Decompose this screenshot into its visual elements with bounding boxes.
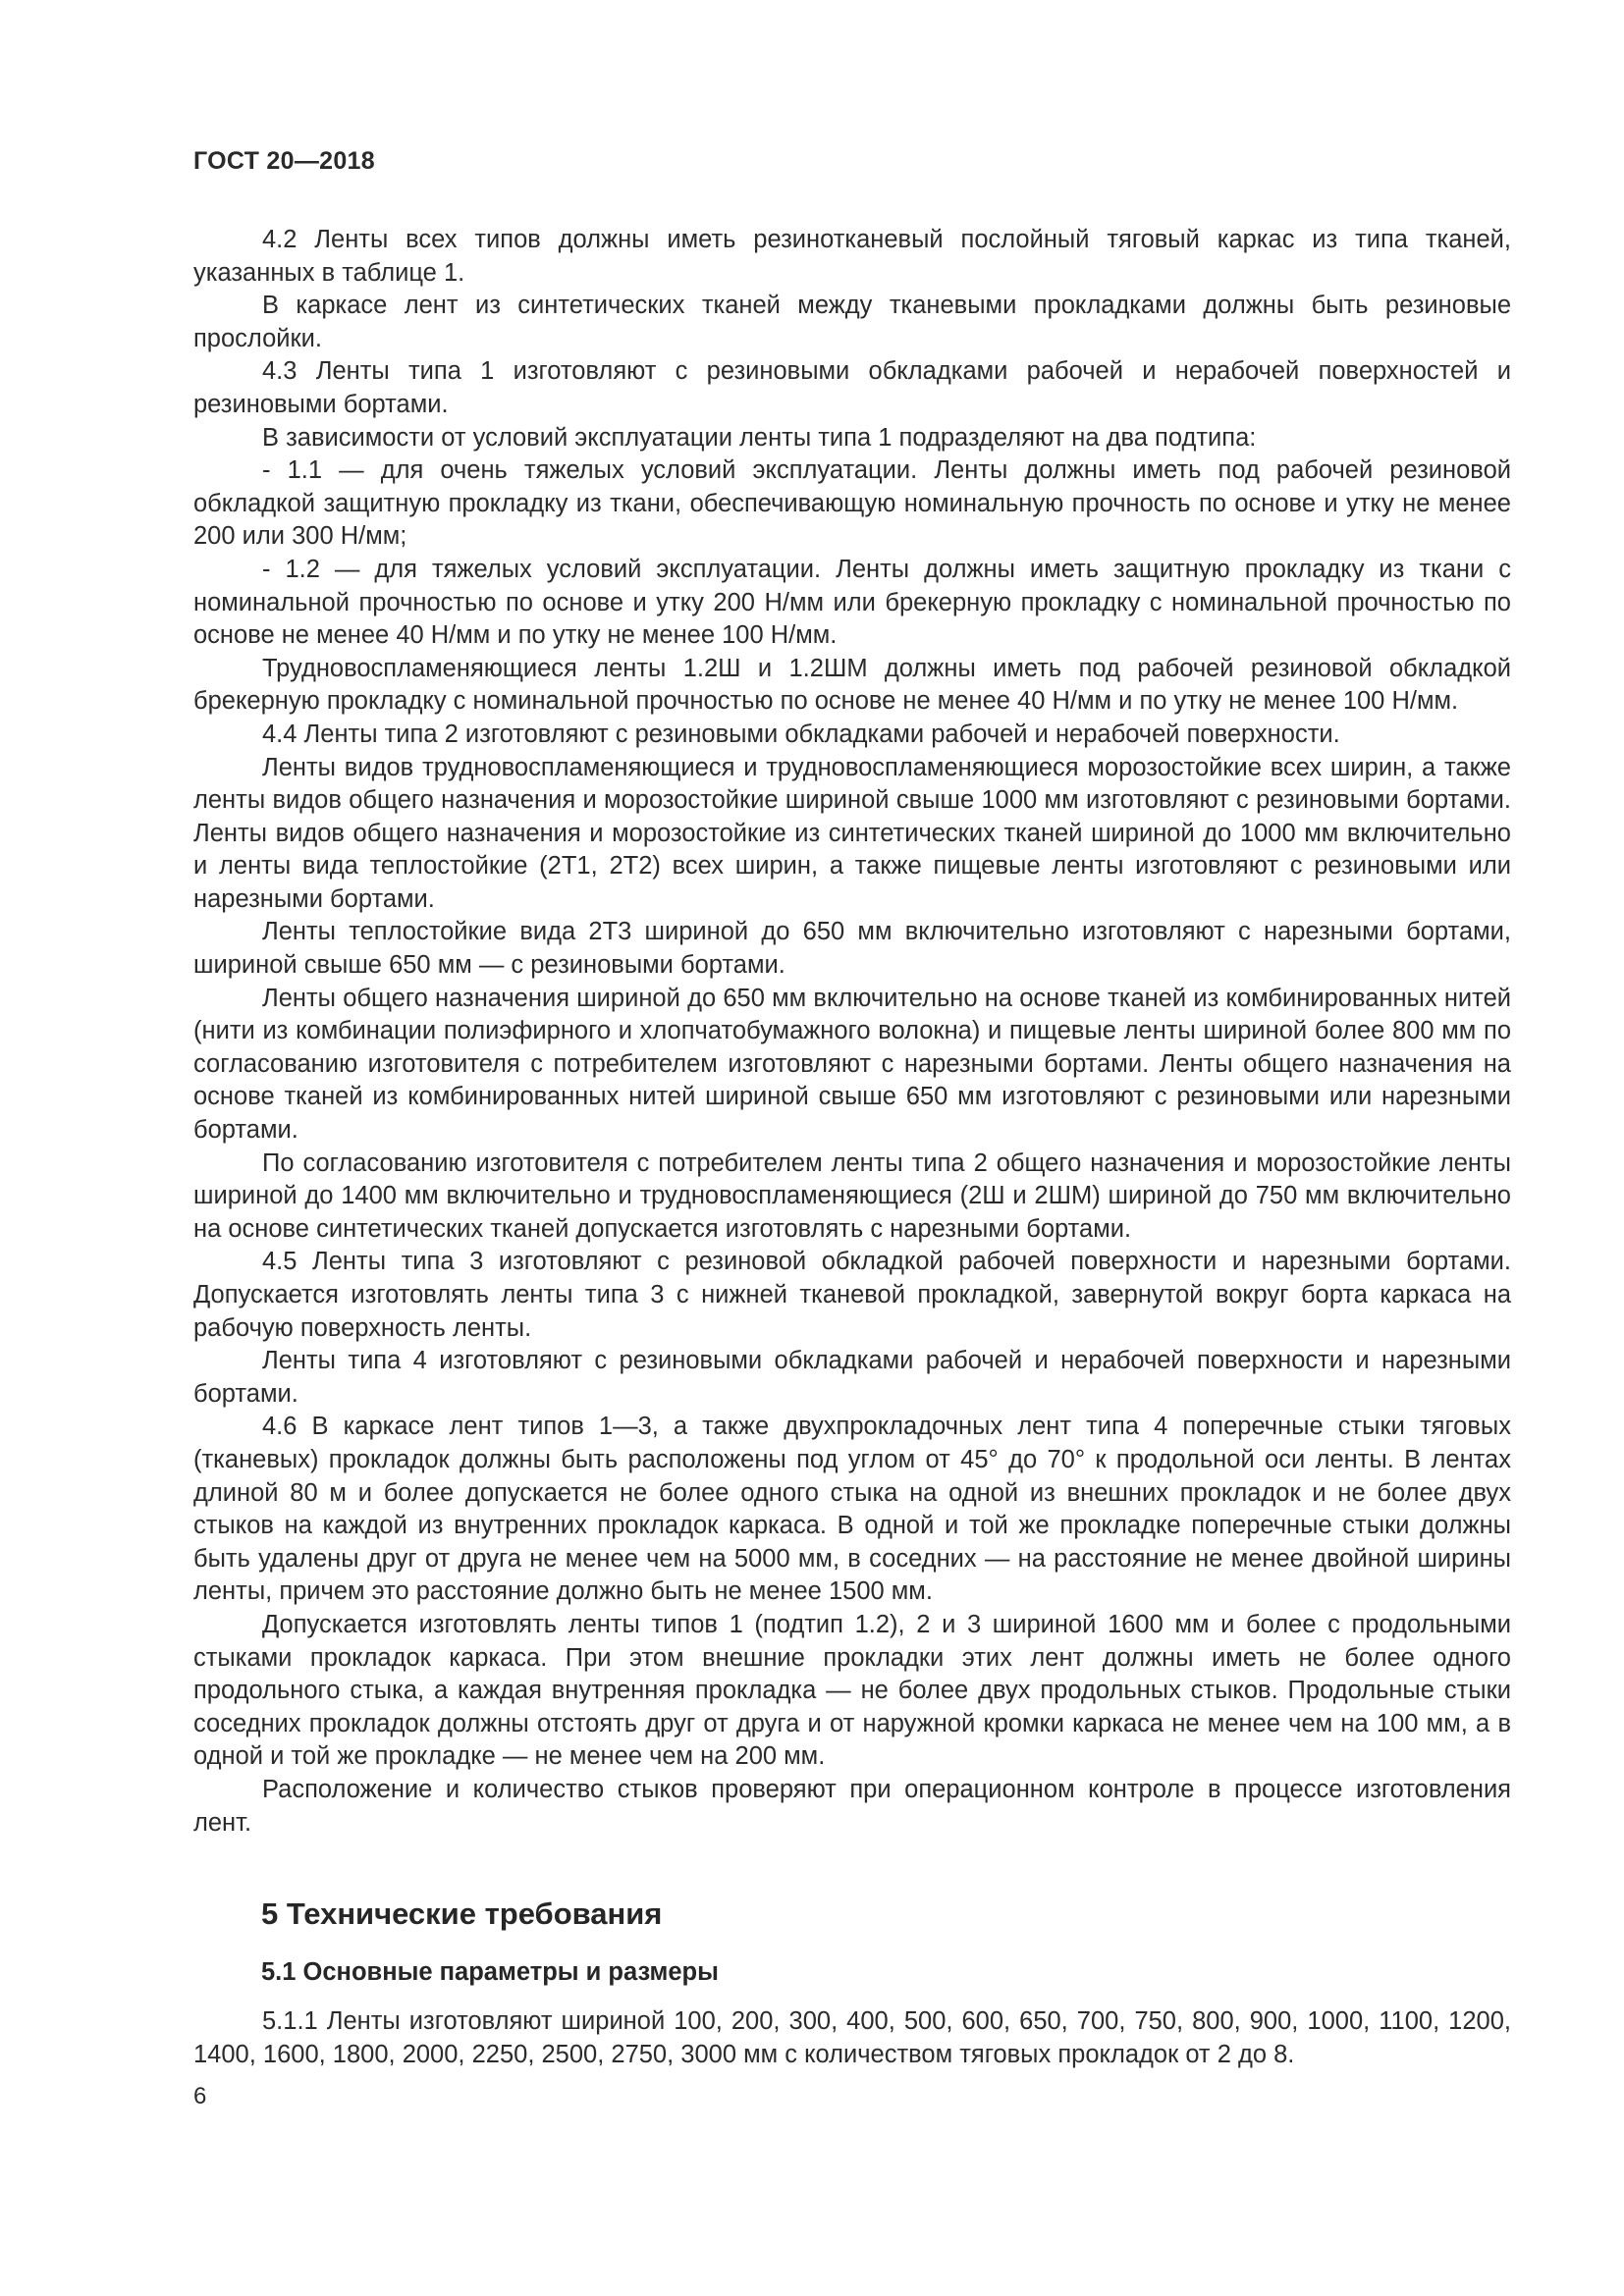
body-text — [193, 224, 1511, 1840]
paragraph: Ленты типа 4 изготовляют с резиновыми обкладками рабочей и нерабочей поверхности и нарезными бортами. — [193, 1347, 1511, 1408]
list-item-subtype-1-2: - 1.2 — для тяжелых условий эксплуатации. Ленты должны иметь защитную прокладку из ткани с номинальной прочностью по основе и утку 200 Н/мм или брекерную прокладку с номинальной прочностью по основе не менее 40 Н/мм и по утку не менее 100 Н/мм. — [193, 555, 1511, 650]
paragraph: В каркасе лент из синтетических тканей между тканевыми прокладками должны быть резиновые прослойки. — [193, 292, 1511, 352]
subsection-title: 5.1 Основные параметры и размеры — [261, 1958, 719, 1986]
paragraph-4-5: 4.5 Ленты типа 3 изготовляют с резиновой обкладкой рабочей поверхности и нарезными бортами. Допускается изготовлять ленты типа 3 с нижней тканевой прокладкой, завернутой вокруг борта каркаса на рабочую поверхность ленты. — [193, 1248, 1511, 1342]
paragraph-5-1-1: 5.1.1 Ленты изготовляют шириной 100, 200, 300, 400, 500, 600, 650, 700, 750, 800, 900, 1000, 1100, 1200, 1400, 1600, 1800, 2000, 2250, 2500, 2750, 3000 мм с количеством тяговых прокладок от 2 до 8. — [193, 2007, 1511, 2068]
paragraph-4-2: 4.2 Ленты всех типов должны иметь резинотканевый послойный тяговый каркас из типа тканей, указанных в таблице 1. — [193, 226, 1511, 287]
paragraph: Ленты общего назначения шириной до 650 мм включительно на основе тканей из комбинированных нитей (нити из комбинации полиэфирного и хлопчатобумажного волокна) и пищевые ленты шириной более 800 мм по согласованию изготовителя с потребителем изготовляют с нарезными бортами. Ленты общего назначения на основе тканей из комбинированных нитей шириной свыше 650 мм изготовляют с резиновыми или нарезными бортами. — [193, 984, 1511, 1145]
paragraph-4-6: 4.6 В каркасе лент типов 1—3, а также двухпрокладочных лент типа 4 поперечные стыки тяговых (тканевых) прокладок должны быть расположены под углом от 45° до 70° к продольной оси ленты. В лентах длиной 80 м и более допускается не более одного стыка на одной из внешних прокладок и не более двух стыков на каждой из внутренних прокладок каркаса. В одной и той же прокладке поперечные стыки должны быть удалены друг от друга не менее чем на 5000 мм, в соседних — на расстояние не менее двойной ширины ленты, причем это расстояние должно быть не менее 1500 мм. — [193, 1413, 1511, 1606]
section-body — [193, 2005, 1511, 2071]
paragraph: Расположение и количество стыков проверяют при операционном контроле в процессе изготовления лент. — [193, 1775, 1511, 1837]
paragraph: В зависимости от условий эксплуатации ленты типа 1 подразделяют на два подтипа: — [262, 423, 1257, 452]
paragraph: Трудновоспламеняющиеся ленты 1.2Ш и 1.2ШМ должны иметь под рабочей резиновой обкладкой брекерную прокладку с номинальной прочностью по основе не менее 40 Н/мм и по утку не менее 100 Н/мм. — [193, 654, 1511, 716]
paragraph-4-3: 4.3 Ленты типа 1 изготовляют с резиновыми обкладками рабочей и нерабочей поверхностей и резиновыми бортами. — [193, 357, 1511, 418]
paragraph: Допускается изготовлять ленты типов 1 (подтип 1.2), 2 и 3 шириной 1600 мм и более с продольными стыками прокладок каркаса. При этом внешние прокладки этих лент должны иметь не более одного продольного стыка, а каждая внутренняя прокладка — не более двух продольных стыков. Продольные стыки соседних прокладок должны отстоять друг от друга и от наружной кромки каркаса не менее чем на 100 мм, а в одной и той же прокладке — не менее чем на 200 мм. — [193, 1610, 1511, 1771]
document-header: ГОСТ 20—2018 — [193, 147, 375, 175]
list-item-subtype-1-1: - 1.1 — для очень тяжелых условий эксплуатации. Ленты должны иметь под рабочей резиновой обкладкой защитную прокладку из ткани, обеспечивающую номинальную прочность по основе и утку не менее 200 или 300 Н/мм; — [193, 456, 1511, 551]
section-title: 5 Технические требования — [261, 1896, 663, 1931]
paragraph: По согласованию изготовителя с потребителем ленты типа 2 общего назначения и морозостойкие ленты шириной до 1400 мм включительно и трудновоспламеняющиеся (2Ш и 2ШМ) шириной до 750 мм включительно на основе синтетических тканей допускается изготовлять с нарезными бортами. — [193, 1148, 1511, 1243]
page-number: 6 — [193, 2083, 207, 2109]
paragraph: Ленты теплостойкие вида 2Т3 шириной до 650 мм включительно изготовляют с нарезными бортами, шириной свыше 650 мм — с резиновыми бортами. — [193, 918, 1511, 980]
paragraph: Ленты видов трудновоспламеняющиеся и трудновоспламеняющиеся морозостойкие всех ширин, а также ленты видов общего назначения и морозостойкие шириной свыше 1000 мм изготовляют с резиновыми бортами. Ленты видов общего назначения и морозостойкие из синтетических тканей шириной до 1000 мм включительно и ленты вида теплостойкие (2Т1, 2Т2) всех ширин, а также пищевые ленты изготовляют с резиновыми или нарезными бортами. — [193, 753, 1511, 913]
paragraph-4-4: 4.4 Ленты типа 2 изготовляют с резиновыми обкладками рабочей и нерабочей поверхности. — [262, 720, 1340, 748]
